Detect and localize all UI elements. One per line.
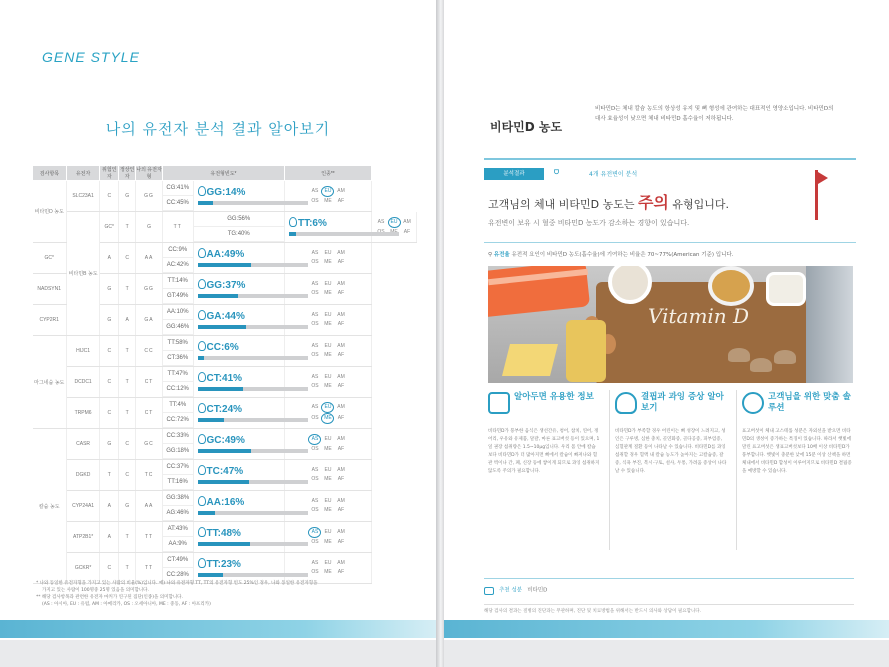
frequency-bar (198, 480, 308, 484)
population-code: AM (337, 250, 345, 256)
result-cell (193, 243, 284, 274)
result-value: CT:24% (206, 404, 243, 415)
result-value: GA:44% (206, 311, 245, 322)
population-cell (284, 553, 371, 584)
result-value: GG:37% (206, 280, 246, 291)
population-code: EU (388, 217, 401, 228)
population-code: ME (324, 539, 332, 545)
gene-cell: HIJC1 (66, 336, 99, 367)
table-row (33, 398, 417, 429)
recommended-ingredient: 추천 성분 비타민D (484, 578, 854, 590)
population-cell (284, 367, 371, 398)
bike-icon: ⚲ (488, 252, 494, 258)
person-pin-icon (289, 217, 297, 227)
population-code: EU (324, 374, 332, 380)
frequency-bar-fill (198, 418, 224, 422)
verdict-subtext: 유전변이 보유 시 혈중 비타민D 농도가 감소하는 경향이 있습니다. (488, 219, 690, 227)
my-genotype: CT (136, 398, 163, 429)
result-value: TC:47% (206, 466, 244, 477)
population-code: OS (311, 507, 319, 513)
person-pin-icon (198, 186, 206, 196)
population-code: OS (311, 259, 319, 265)
result-cell (193, 305, 284, 336)
gene-cell: CYP24A1 (66, 491, 99, 522)
frequency-bar (198, 387, 308, 391)
normal-allele: T (119, 522, 136, 553)
left-page (0, 0, 436, 640)
person-pin-icon (198, 558, 206, 568)
population-code: ME (324, 290, 332, 296)
normal-allele: G (136, 212, 163, 243)
population-code: AM (337, 374, 345, 380)
result-value: TT:6% (297, 218, 327, 229)
gene-cell: GCKR* (66, 553, 99, 584)
population-code: AS (311, 560, 319, 566)
hands-heart-icon (742, 392, 764, 414)
section-description: 비타민D는 체내 칼슘 농도의 항상성 유지 및 뼈 형성에 관여하는 대표적인 영양소입니다. 비타민D의 대사 효율성이 낮으면 체내 비타민D 흡수율이 저하됩니다. (595, 106, 834, 122)
population-cell (284, 429, 371, 460)
population-code: AF (337, 569, 345, 575)
population-code: AS (308, 434, 321, 445)
frequency-bar (198, 542, 308, 546)
result-cell (193, 367, 284, 398)
table-row (33, 460, 417, 491)
result-value: CT:41% (206, 373, 243, 384)
frequency-bar-fill (198, 542, 251, 546)
page-gutter (436, 0, 444, 667)
risk-allele: C (100, 181, 119, 212)
population-code: ME (324, 198, 332, 204)
my-genotype: TT (136, 522, 163, 553)
population-code: AM (337, 529, 345, 535)
disclaimer: 해당 검사의 결과는 질병의 진단과는 무관하며, 진단 및 치료방법을 위해서는 반드시 의사와 상담이 필요합니다. (484, 604, 854, 614)
table-row (33, 367, 417, 398)
result-value: GC:49% (206, 435, 245, 446)
population-code: AF (337, 198, 345, 204)
population-code: AF (337, 259, 345, 265)
population-code: EU (324, 529, 332, 535)
header-normal: 정상인자 (119, 167, 135, 180)
population-code: AS (311, 281, 319, 287)
normal-allele: C (119, 460, 136, 491)
frequency-cell: CC:37% TT:16% (162, 460, 193, 491)
frequency-bar (198, 511, 308, 515)
result-cell (193, 336, 284, 367)
risk-allele: C (100, 553, 119, 584)
result-value: TT:23% (206, 559, 241, 570)
normal-allele: G (119, 181, 136, 212)
population-code: EU (324, 467, 332, 473)
population-code: AM (337, 498, 345, 504)
person-pin-icon (198, 279, 206, 289)
result-value: AA:49% (206, 249, 245, 260)
population-code: EU (324, 436, 332, 442)
header-risk: 위험인자 (100, 166, 119, 181)
population-code: AS (311, 498, 319, 504)
brand-logo: GENE STYLE (42, 49, 140, 65)
header-frequency: 유전형빈도* (162, 166, 284, 181)
table-row (33, 336, 417, 367)
risk-allele: C (100, 367, 119, 398)
frequency-bar (198, 356, 308, 360)
my-genotype: GG (136, 274, 163, 305)
frequency-bar-fill (198, 573, 223, 577)
population-code: OS (311, 539, 319, 545)
population-cell (372, 212, 417, 243)
frequency-bar (198, 325, 308, 329)
table-row (33, 522, 417, 553)
frequency-cell: CG:41% CC:45% (162, 181, 193, 212)
population-code: AM (337, 281, 345, 287)
heritability-fact: ⚲ 유전율 유전적 요인이 비타민D 농도(흡수율)에 기여하는 비율은 70~77%(American 기준) 입니다. (488, 252, 734, 258)
population-cell (284, 243, 371, 274)
result-cell (193, 553, 284, 584)
result-value: CC:6% (206, 342, 239, 353)
population-code: AF (337, 507, 345, 513)
population-code: EU (324, 250, 332, 256)
result-cell (193, 429, 284, 460)
population-code: EU (324, 560, 332, 566)
frequency-bar (198, 294, 308, 298)
result-cell (284, 212, 371, 243)
risk-allele: C (100, 336, 119, 367)
population-code: OS (311, 321, 319, 327)
category-cell: 마그네슘 농도 (33, 336, 67, 429)
population-code: OS (311, 415, 319, 421)
risk-allele: A (100, 522, 119, 553)
category-cell: 칼슘 농도 (33, 429, 67, 584)
result-bar (484, 168, 854, 180)
person-pin-icon (198, 341, 206, 351)
my-genotype: GC (136, 429, 163, 460)
population-code: OS (311, 352, 319, 358)
frequency-cell: CT:49% CC:28% (162, 553, 193, 584)
my-genotype: AA (136, 243, 163, 274)
header-item: 검사항목 (33, 166, 67, 181)
population-code: AM (337, 560, 345, 566)
normal-allele: T (119, 336, 136, 367)
frequency-cell: CC:33% GG:18% (162, 429, 193, 460)
frequency-bar (198, 449, 308, 453)
genotype-table (32, 165, 417, 584)
risk-allele: G (100, 274, 119, 305)
person-pin-icon (198, 527, 206, 537)
population-code: AM (337, 188, 345, 194)
person-pin-icon (198, 372, 206, 382)
population-code: ME (324, 507, 332, 513)
result-tag: 분석결과 (484, 168, 544, 180)
population-code: AF (337, 415, 345, 421)
gene-cell: GC* (100, 212, 119, 243)
verdict-level: 주의 (637, 193, 669, 212)
my-genotype: GA (136, 305, 163, 336)
header-mine: 나의 유전자형 (136, 167, 162, 180)
vitamin-d-food-photo (488, 266, 853, 383)
population-code: AM (337, 436, 345, 442)
gene-cell: ATP2B1* (66, 522, 99, 553)
capsule-icon (484, 587, 494, 595)
population-cell (284, 274, 371, 305)
header-gene: 유전자 (66, 166, 99, 181)
population-code: OS (311, 383, 319, 389)
my-genotype: AA (136, 491, 163, 522)
gene-cell: NADSYN1 (33, 274, 67, 305)
frequency-bar-fill (198, 263, 252, 267)
population-cell (284, 398, 371, 429)
info-columns (488, 390, 853, 555)
section-heading: 비타민D 농도 (490, 120, 563, 134)
population-code: AF (403, 228, 411, 235)
population-code: AF (337, 321, 345, 327)
population-code: OS (311, 290, 319, 296)
flag-tip (818, 172, 828, 184)
normal-allele: G (119, 491, 136, 522)
table-row (33, 212, 417, 243)
result-value: AA:16% (206, 497, 245, 508)
normal-allele: T (119, 367, 136, 398)
verdict: 고객님의 체내 비타민D 농도는 주의 유형입니다. (488, 193, 730, 212)
population-code: AF (337, 539, 345, 545)
population-code: EU (324, 281, 332, 287)
population-code: AM (403, 218, 411, 225)
population-code: AM (337, 404, 345, 410)
population-code: AF (337, 383, 345, 389)
my-genotype: TT (162, 212, 193, 243)
population-cell (284, 305, 371, 336)
population-code: ME (324, 321, 332, 327)
person-pin-icon (198, 434, 206, 444)
population-code: ME (324, 476, 332, 482)
result-cell (193, 181, 284, 212)
risk-allele: G (100, 305, 119, 336)
photo-caption: Vitamin D (648, 304, 750, 328)
category-cell: 비타민B 농도 (66, 212, 99, 336)
population-cell (284, 181, 371, 212)
my-genotype: TT (136, 553, 163, 584)
result-cell (193, 522, 284, 553)
dna-icon: ᗜ (554, 169, 559, 176)
population-code: OS (311, 476, 319, 482)
page-title: 나의 유전자 분석 결과 알아보기 (105, 120, 331, 138)
population-code: EU (321, 402, 334, 413)
right-bottom-bar (444, 620, 889, 638)
frequency-bar (289, 232, 399, 236)
my-genotype: CC (136, 336, 163, 367)
frequency-bar (198, 263, 308, 267)
population-code: EU (324, 312, 332, 318)
risk-allele: G (100, 429, 119, 460)
population-code: AS (311, 404, 319, 410)
category-cell: 비타민D 농도 (33, 181, 67, 243)
my-genotype: GG (136, 181, 163, 212)
frequency-bar-fill (198, 325, 246, 329)
table-row (33, 181, 417, 212)
table-row (33, 553, 417, 584)
population-code: AS (377, 218, 385, 225)
gene-cell: DGKD (66, 460, 99, 491)
divider (484, 158, 856, 160)
frequency-cell: GG:56% TG:40% (193, 212, 284, 243)
population-code: ME (321, 413, 334, 424)
frequency-bar-fill (198, 480, 250, 484)
frequency-cell: AA:10% GG:46% (162, 305, 193, 336)
result-cell (193, 274, 284, 305)
population-cell (284, 336, 371, 367)
population-code: AS (311, 250, 319, 256)
population-code: AM (337, 312, 345, 318)
my-genotype: TC (136, 460, 163, 491)
population-code: EU (324, 343, 332, 349)
gene-cell: CASR (66, 429, 99, 460)
person-pin-icon (198, 310, 206, 320)
result-cell (193, 491, 284, 522)
population-code: AF (337, 352, 345, 358)
divider-2 (484, 242, 856, 243)
person-pin-icon (198, 465, 206, 475)
frequency-bar (198, 573, 308, 577)
info-column: 알아두면 유용한 정보 비타민D가 풍부한 음식은 생선간유, 청어, 참치, 연어, 정어리, 우유와 유제품, 달걀, 마른 표고버섯 등이 있으며, 1일 권장 섭취량은 1.5~10μg입니다. 우리 몸 안에 칼슘보다 비타민D가 더 많아지면 뼈에서 칼슘이 빠져나와 혈관 벽이나 간, 폐, 신장 등에 쌓이게 되므로 과잉 섭취하지 않도록 주의가 필요합니다. (488, 392, 600, 474)
footnotes: * 나와 동일한 유전자형을 가지고 있는 사람의 비율(%)입니다. 예) 나의 유전자형 TT, TT의 유전자형 빈도 25%인 경우, 나와 동일한 유전자형을 가지고 있는 사람이 100명중 25명 있음을 의미합니다. ** 해당 검사항목과 관련한 유전자 마커가 연구된 집단(인종)을 의미합니다. (AS : 아시아, EU : 유럽, AM : 아메리카, OS : 오세아니아, ME : 중동, AF : 아프리카) (36, 581, 318, 607)
population-code: EU (321, 186, 334, 197)
population-code: AS (311, 188, 319, 194)
frequency-cell: TT:47% CC:12% (162, 367, 193, 398)
frequency-bar-fill (198, 387, 243, 391)
table-row (33, 429, 417, 460)
result-value: TT:48% (206, 528, 241, 539)
normal-allele: A (119, 305, 136, 336)
result-cell (193, 398, 284, 429)
gene-cell: CYP2R1 (33, 305, 67, 336)
frequency-cell: TT:14% GT:49% (162, 274, 193, 305)
population-cell (284, 460, 371, 491)
result-cell (193, 460, 284, 491)
frequency-bar-fill (198, 201, 213, 205)
population-code: AS (311, 343, 319, 349)
header-population: 인종** (284, 166, 371, 181)
population-code: AS (311, 467, 319, 473)
population-code: ME (324, 569, 332, 575)
lightbulb-icon (615, 392, 637, 414)
population-code: ME (324, 446, 332, 452)
person-pin-icon (198, 496, 206, 506)
population-code: AS (308, 527, 321, 538)
normal-allele: T (119, 553, 136, 584)
population-code: AF (337, 290, 345, 296)
my-genotype: CT (136, 367, 163, 398)
population-code: OS (311, 569, 319, 575)
population-code: AS (311, 312, 319, 318)
frequency-cell: CC:9% AC:42% (162, 243, 193, 274)
frequency-bar-fill (198, 356, 205, 360)
population-code: AS (311, 374, 319, 380)
person-pin-icon (198, 248, 206, 258)
left-bottom-bar (0, 620, 436, 638)
population-cell (284, 491, 371, 522)
frequency-bar (198, 201, 308, 205)
result-subtitle: 4개 유전변이 분석 (589, 171, 638, 178)
frequency-bar (198, 418, 308, 422)
normal-allele: C (119, 243, 136, 274)
gene-cell: DCDC1 (66, 367, 99, 398)
risk-allele: A (100, 491, 119, 522)
gene-cell: TRPM6 (66, 398, 99, 429)
frequency-bar-fill (289, 232, 296, 236)
risk-allele: A (100, 243, 119, 274)
population-code: OS (311, 198, 319, 204)
population-code: OS (311, 446, 319, 452)
table-row (33, 491, 417, 522)
frequency-bar-fill (198, 449, 252, 453)
risk-allele: T (119, 212, 136, 243)
population-code: AM (337, 343, 345, 349)
population-code: EU (324, 498, 332, 504)
population-code: ME (324, 259, 332, 265)
normal-allele: T (119, 274, 136, 305)
frequency-cell: AT:43% AA:9% (162, 522, 193, 553)
frequency-bar-fill (198, 511, 216, 515)
result-value: GG:14% (206, 187, 246, 198)
normal-allele: T (119, 398, 136, 429)
population-code: ME (324, 352, 332, 358)
risk-allele: C (100, 398, 119, 429)
population-cell (284, 522, 371, 553)
population-code: AF (337, 476, 345, 482)
person-pin-icon (198, 403, 206, 413)
frequency-cell: TT:58% CT:36% (162, 336, 193, 367)
frequency-bar-fill (198, 294, 239, 298)
frequency-cell: GG:38% AG:46% (162, 491, 193, 522)
normal-allele: C (119, 429, 136, 460)
risk-allele: T (100, 460, 119, 491)
population-code: ME (324, 383, 332, 389)
table-header-row (33, 166, 417, 181)
gene-cell: GC* (33, 243, 67, 274)
frequency-cell: TT:4% CC:72% (162, 398, 193, 429)
info-column: 고객님을 위한 맞춤 솔루션 표고버섯이 체내 고스테롤 성분은 자외선을 받으면 비타민D의 생성이 증가하는 특징이 있습니다. 따라서 햇빛에 말린 표고버섯은 생표고버섯보다 10배 이상 비타민D가 풍부합니다. 햇빛이 충분한 낮에 15분 이상 산책을 하면 체내에서 비타민D 합성이 이루어지므로 비타민D 결핍증을 예방할 수 있습니다. (742, 392, 852, 474)
chat-icon (488, 392, 510, 414)
info-column: 결핍과 과잉 증상 알아보기 비타민D가 부족할 경우 어린이는 뼈 성장이 느려지고, 성인은 구루병, 심한 충치, 골연화증, 골다공증, 피부염증, 심혈관계 질환 등이 나타날 수 있습니다. 비타민D를 과잉 섭취할 경우 혈액 내 칼슘 농도가 높아지는 고칼슘증, 갈증, 식욕 부진, 복시·구토, 설사, 두통, 가려움 증상이 나타날 수 있습니다. (615, 392, 727, 474)
population-code: AF (337, 446, 345, 452)
gene-cell: SLC23A1 (66, 181, 99, 212)
population-code: AM (337, 467, 345, 473)
